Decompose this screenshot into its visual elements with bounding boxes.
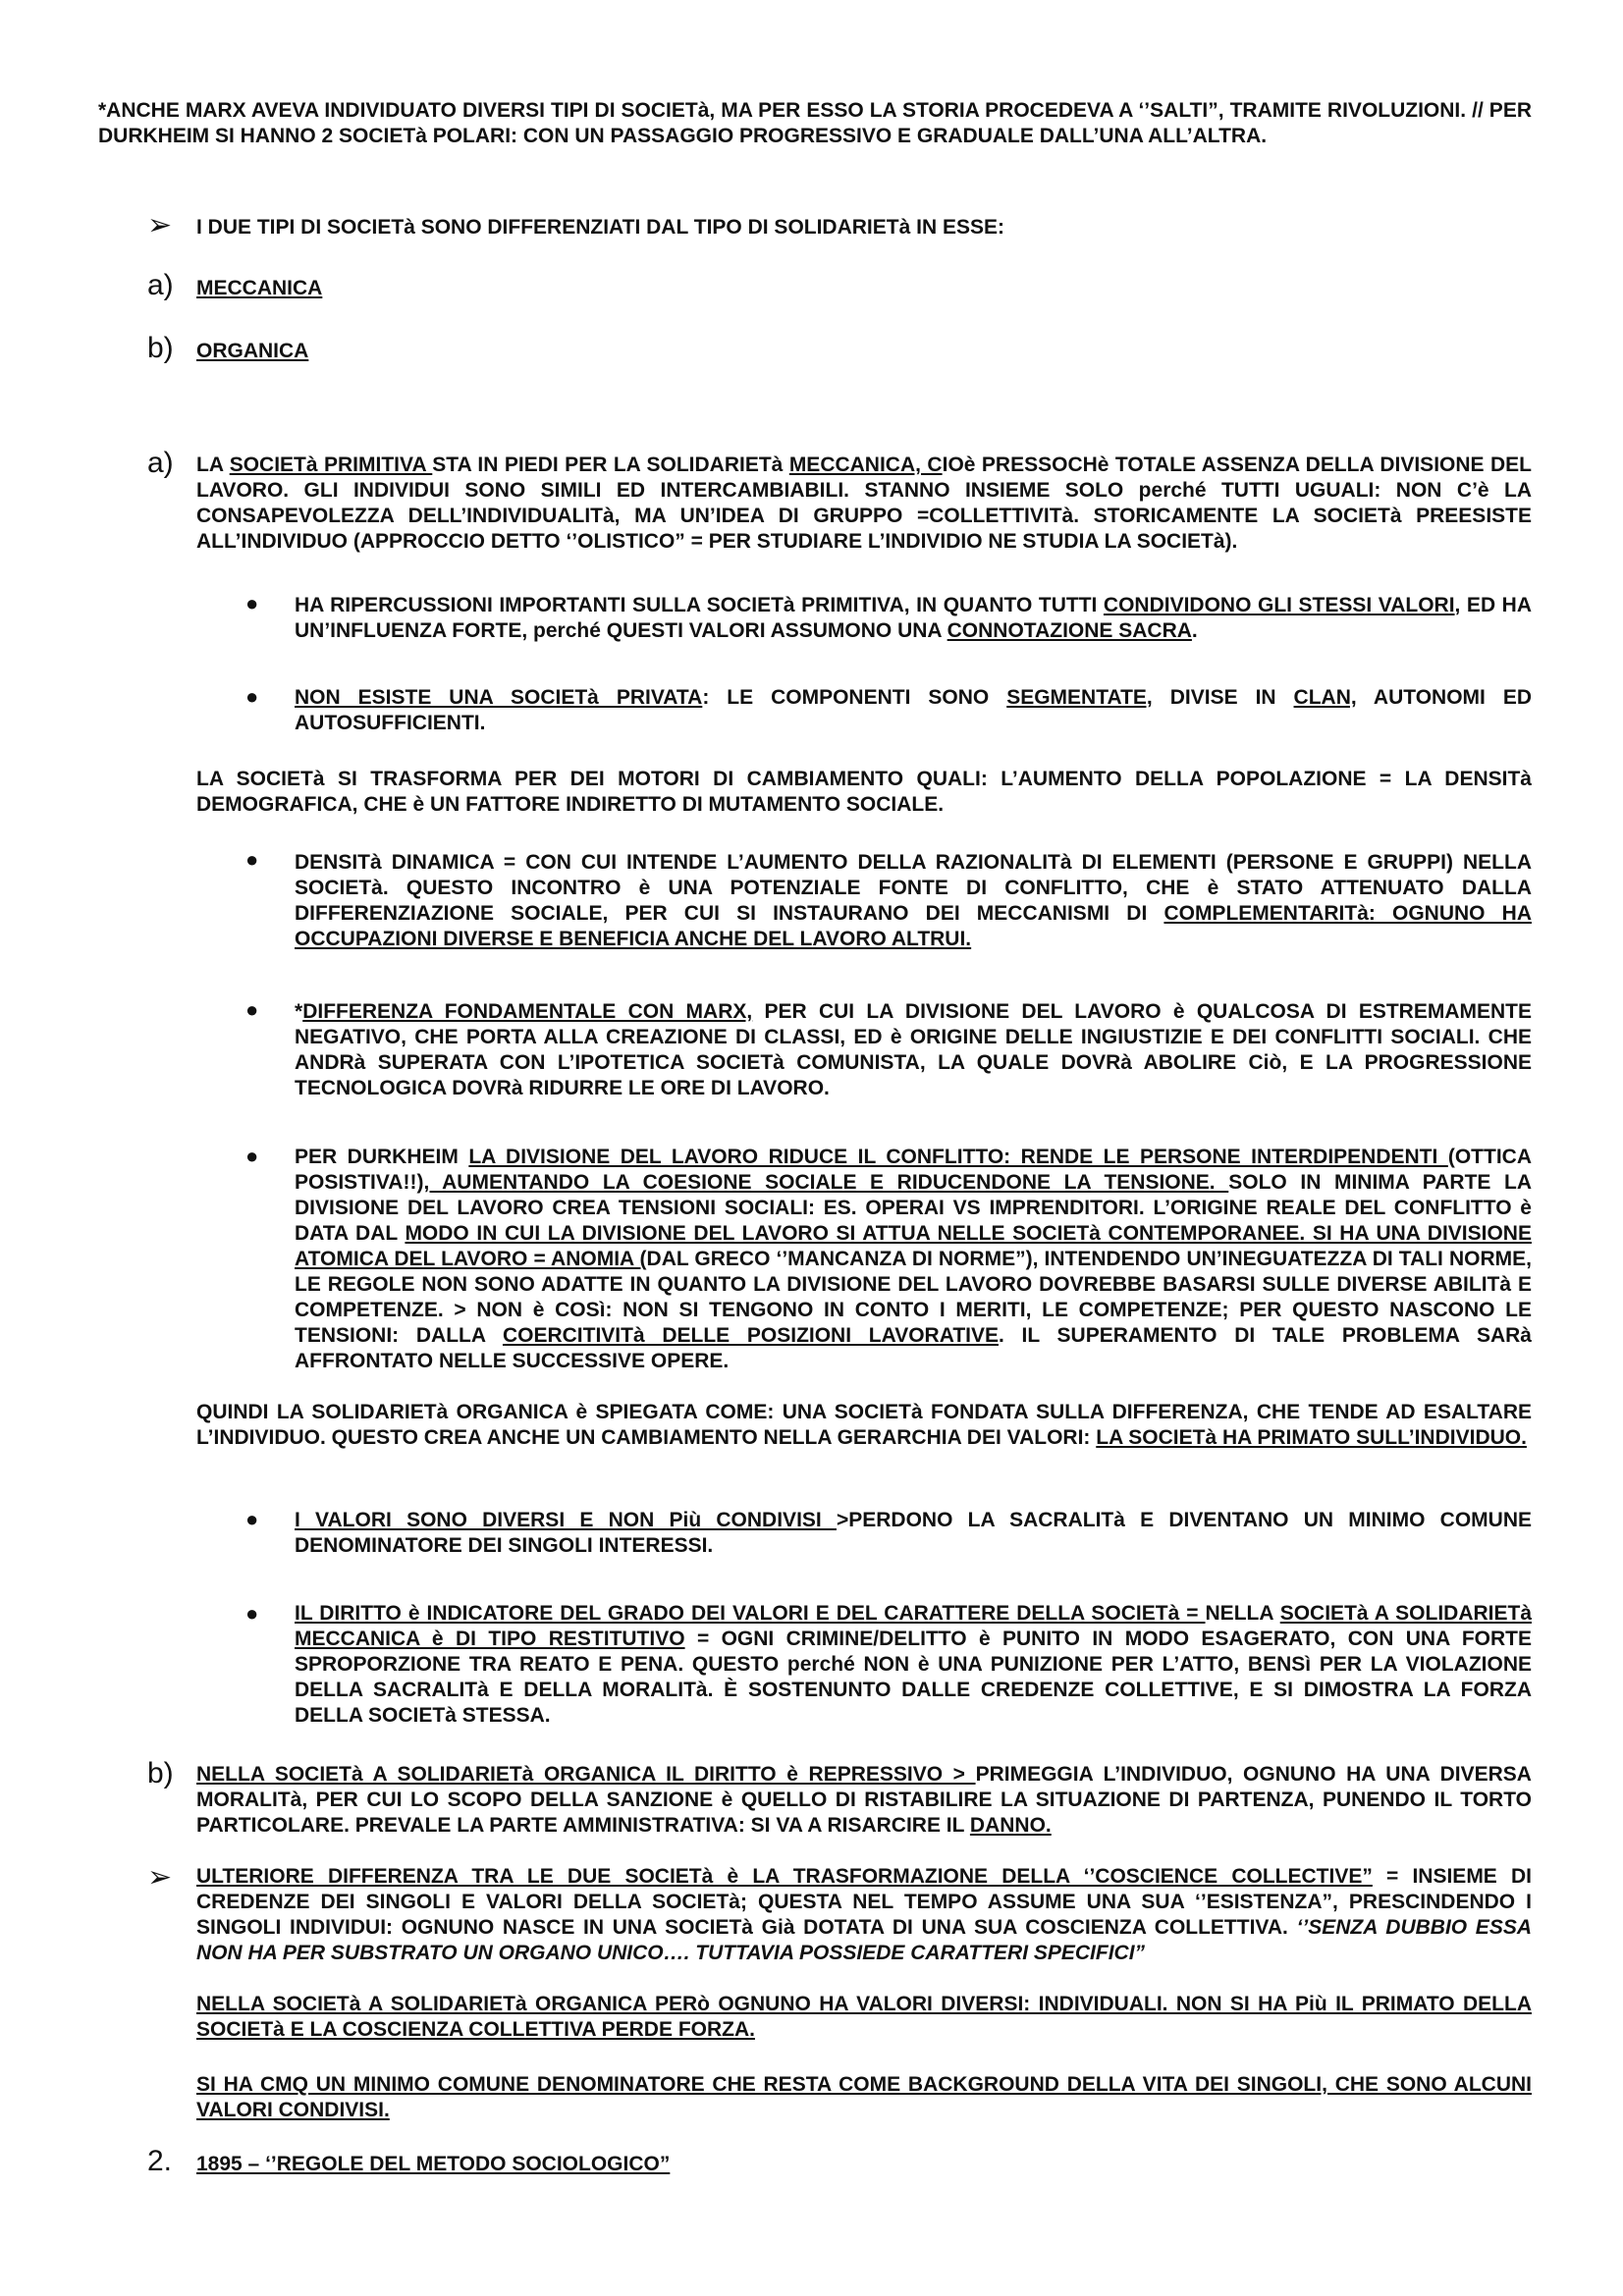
bullet-icon: ● <box>245 1601 259 1626</box>
text-run: SOLO IN MINIMA PARTE LA DIVISIONE DEL LAVORO CREA TENSIONI SOCIALI: ES. OPERAI VS IMPRENDITORI. L’ORIGINE REALE DEL CONFLITTO è DATA DAL <box>295 1171 1533 1245</box>
underlined-text: IL DIRITTO è INDICATORE DEL GRADO DEI VALORI E DEL CARATTERE DELLA SOCIETà = <box>295 1602 1206 1625</box>
heading-regole-metodo <box>196 2152 1532 2177</box>
underlined-text: DIFFERENZA FONDAMENTALE CON MARX, <box>302 1000 753 1023</box>
underlined-text: CONDIVIDONO GLI STESSI VALORI <box>1103 594 1455 616</box>
text-run: , ED HA UN’INFLUENZA FORTE, perché QUESTI VALORI ASSUMONO UNA <box>295 594 1532 642</box>
section-b-paragraph <box>196 1762 1532 1839</box>
section-a-paragraph <box>196 453 1532 555</box>
list-marker-b: b) <box>147 1757 174 1789</box>
text-run: . IL SUPERAMENTO DI TALE PROBLEMA SARà AFFRONTATO NELLE SUCCESSIVE OPERE. <box>295 1324 1532 1372</box>
underlined-text: 1895 – ‘’REGOLE DEL METODO SOCIOLOGICO” <box>196 2153 671 2175</box>
underlined-text: SOCIETà PRIMITIVA <box>229 454 433 476</box>
intro-paragraph <box>98 98 1532 149</box>
underlined-text: SI HA CMQ UN MINIMO COMUNE DENOMINATORE CHE RESTA COME BACKGROUND DELLA VITA DEI SINGOLI, CHE SONO ALCUNI VALORI CONDIVISI. <box>196 2073 1532 2121</box>
underlined-text: COMPLEMENTARITà: OGNUNO HA OCCUPAZIONI DIVERSE E BENEFICIA ANCHE DEL LAVORO ALTRUI. <box>295 902 1532 950</box>
type-a-label <box>196 276 1532 301</box>
underlined-text: MODO IN CUI LA DIVISIONE DEL LAVORO SI ATTUA NELLE SOCIETà CONTEMPORANEE. SI HA UNA DIVISIONE ATOMICA DEL LAVORO = ANOMIA ( <box>295 1222 1532 1270</box>
bullet-icon: ● <box>245 591 259 615</box>
underlined-text: LA DIVISIONE DEL LAVORO RIDUCE IL CONFLITTO: RENDE LE PERSONE INTERDIPENDENTI <box>468 1146 1448 1168</box>
underlined-text: DANNO. <box>969 1814 1052 1837</box>
text-run: STA IN PIEDI PER LA SOLIDARIETà <box>432 454 789 476</box>
bullet-no-private-society <box>295 685 1532 736</box>
text-run: I DUE TIPI DI SOCIETà SONO DIFFERENZIATI DAL TIPO DI SOLIDARIETà IN ESSE: <box>196 216 1004 239</box>
organic-solidarity-paragraph <box>196 1400 1532 1451</box>
text-run: *ANCHE MARX AVEVA INDIVIDUATO DIVERSI TIPI DI SOCIETà, MA PER ESSO LA STORIA PROCEDEVA A ‘’SALTI”, TRAMITE RIVOLUZIONI. // PER DURKHEIM SI HANNO 2 SOCIETà POLARI: CON UN PASSAGGIO PROGRESSIVO E GRADUALE DALL’UNA ALL’ALTRA. <box>98 99 1532 147</box>
text-run: LA <box>196 454 230 476</box>
arrow-bullet-icon: ➢ <box>147 209 173 241</box>
text-run: * <box>295 1000 303 1023</box>
underlined-text: MECCANICA <box>196 277 323 299</box>
text-run: PER CUI LA DIVISIONE DEL LAVORO è QUALCOSA DI ESTREMAMENTE NEGATIVO, CHE PORTA ALLA CREAZIONE DI CLASSI, ED è ORIGINE DELLE INGIUSTIZIE E DEI CONFLITTI SOCIALI. CHE ANDRà SUPERATA CON L’IPOTETICA SOCIETà COMUNISTA, LA QUALE DOVRà ABOLIRE Ciò, E LA PROGRESSIONE TECNOLOGICA DOVRà RIDURRE LE ORE DI LAVORO. <box>295 1000 1532 1099</box>
collective-conscience-paragraph <box>196 1864 1532 1966</box>
list-marker-b: b) <box>147 332 174 364</box>
bullet-icon: ● <box>245 1507 259 1531</box>
underlined-text: , AUMENTANDO LA COESIONE SOCIALE E RIDUCENDONE LA TENSIONE. <box>423 1171 1229 1194</box>
underlined-text: CLAN, <box>1293 686 1357 709</box>
text-run: = OGNI CRIMINE/DELITTO è PUNITO IN MODO ESAGERATO, CON UNA FORTE SPROPORZIONE TRA REATO E PENA. QUESTO perché NON è UNA PUNIZIONE PER L’ATTO, BENSì PER LA VIOLAZIONE DELLA SACRALITà E DELLA MORALITà. È SOSTENUNTO DALLE CREDENZE COLLETTIVE, E SI DIMOSTRA LA FORZA DELLA SOCIETà STESSA. <box>295 1628 1532 1727</box>
bullet-law-indicator <box>295 1601 1532 1729</box>
common-denominator-paragraph <box>196 2072 1532 2123</box>
bullet-durkheim-division <box>295 1145 1532 1374</box>
bullet-icon: ● <box>245 847 259 872</box>
underlined-text: NELLA SOCIETà A SOLIDARIETà ORGANICA PERò OGNUNO HA VALORI DIVERSI: INDIVIDUALI. NON SI HA Più IL PRIMATO DELLA SOCIETà E LA COSCIENZA COLLETTIVA PERDE FORZA. <box>196 1993 1532 2041</box>
text-run: NELLA <box>1205 1602 1280 1625</box>
underlined-text: ORGANICA <box>196 340 309 362</box>
text-run: QUINDI LA SOLIDARIETà ORGANICA è SPIEGATA COME: UNA SOCIETà FONDATA SULLA DIFFERENZA, CHE TENDE AD ESALTARE L’INDIVIDUO. QUESTO CREA ANCHE UN CAMBIAMENTO NELLA GERARCHIA DEI VALORI: <box>196 1401 1532 1449</box>
text-run: DENSITà DINAMICA = CON CUI INTENDE L’AUMENTO DELLA RAZIONALITà DI ELEMENTI (PERSONE E GRUPPI) NELLA SOCIETà. QUESTO INCONTRO è UNA POTENZIALE FONTE DI CONFLITTO, CHE è STATO ATTENUATO DALLA DIFFERENZIAZIONE SOCIALE, PER CUI SI INSTAURANO DEI MECCANISMI DI <box>295 851 1532 925</box>
organic-individual-values-paragraph <box>196 1992 1532 2043</box>
underlined-text: SEGMENTATE, <box>1006 686 1153 709</box>
bullet-dynamic-density <box>295 850 1532 952</box>
bullet-marx-difference <box>295 999 1532 1101</box>
bullet-values-not-shared <box>295 1508 1532 1559</box>
underlined-text: LA SOCIETà HA PRIMATO SULL’INDIVIDUO. <box>1096 1426 1527 1449</box>
bullet-icon: ● <box>245 997 259 1022</box>
underlined-text: ULTERIORE DIFFERENZA TRA LE DUE SOCIETà è LA TRASFORMAZIONE DELLA ‘’COSCIENCE COLLECTIVE” <box>196 1865 1373 1888</box>
text-run: DIVISE IN <box>1152 686 1294 709</box>
text-run: >PERDONO LA SACRALITà E DIVENTANO UN MINIMO COMUNE DENOMINATORE DEI SINGOLI INTERESSI. <box>295 1509 1532 1557</box>
list-marker-a: a) <box>147 269 174 301</box>
types-intro <box>196 215 1532 240</box>
text-run: (OTTICA POSISTIVA!!) <box>295 1146 1532 1194</box>
text-run: DAL GRECO ‘’MANCANZA DI NORME”), INTENDENDO UN’INEGUATEZZA DI TALI NORME, LE REGOLE NON SONO ADATTE IN QUANTO LA DIVISIONE DEL LAVORO DOVREBBE BASARSI SULLE DIVERSE ABILITà E COMPETENZE. > NON è COSì: NON SI TENGONO IN CONTO I MERITI, LE COMPETENZE; PER QUESTO NASCONO LE TENSIONI: DALLA <box>295 1248 1532 1347</box>
text-run: HA RIPERCUSSIONI IMPORTANTI SULLA SOCIETà PRIMITIVA, IN QUANTO TUTTI <box>295 594 1104 616</box>
type-b-label <box>196 339 1532 364</box>
text-run: PER DURKHEIM <box>295 1146 469 1168</box>
text-run: = INSIEME DI CREDENZE DEI SINGOLI E VALORI DELLA SOCIETà; QUESTA NEL TEMPO ASSUME UNA SUA ‘’ESISTENZA”, PRESCINDENDO I SINGOLI INDIVIDUI: OGNUNO NASCE IN UNA SOCIETà Già DOTATA DI UNA SUA COSCIENZA COLLETTIVA. <box>196 1865 1532 1939</box>
text-run: : LE COMPONENTI SONO <box>702 686 1007 709</box>
text-run: AUTONOMI ED AUTOSUFFICIENTI. <box>295 686 1532 734</box>
text-run: IOè PRESSOCHè TOTALE ASSENZA DELLA DIVISIONE DEL LAVORO. GLI INDIVIDUI SONO SIMILI ED INTERCAMBIABILI. STANNO INSIEME SOLO perché TUTTI UGUALI: NON C’è LA CONSAPEVOLEZZA DELL’INDIVIDUALITà, MA UN’IDEA DI GRUPPO =COLLETTIVITà. STORICAMENTE LA SOCIETà PREESISTE ALL’INDIVIDUO (APPROCCIO DETTO ‘’OLISTICO” = PER STUDIARE L’INDIVIDIO NE STUDIA LA SOCIETà). <box>196 454 1532 553</box>
text-run: LA SOCIETà SI TRASFORMA PER DEI MOTORI DI CAMBIAMENTO QUALI: L’AUMENTO DELLA POPOLAZIONE = LA DENSITà DEMOGRAFICA, CHE è UN FATTORE INDIRETTO DI MUTAMENTO SOCIALE. <box>196 768 1532 816</box>
underlined-text: MECCANICA, C <box>788 454 943 476</box>
list-marker-a: a) <box>147 447 174 479</box>
text-run: PRIMEGGIA L’INDIVIDUO, OGNUNO HA UNA DIVERSA MORALITà, PER CUI LO SCOPO DELLA SANZIONE è QUELLO DI RISTABILIRE LA SITUAZIONE DI PARTENZA, PUNENDO IL TORTO PARTICOLARE. PREVALE LA PARTE AMMINISTRATIVA: SI VA A RISARCIRE IL <box>196 1763 1532 1837</box>
transformation-paragraph <box>196 767 1532 818</box>
underlined-text: CONNOTAZIONE SACRA <box>947 619 1192 642</box>
bullet-icon: ● <box>245 1144 259 1168</box>
italic-quote: ‘’SENZA DUBBIO ESSA NON HA PER SUBSTRATO UN ORGANO UNICO…. TUTTAVIA POSSIEDE CARATTERI SPECIFICI” <box>196 1916 1532 1964</box>
bullet-icon: ● <box>245 684 259 709</box>
text-run: . <box>1191 619 1198 642</box>
list-marker-2: 2. <box>147 2145 173 2177</box>
underlined-text: NON ESISTE UNA SOCIETà PRIVATA <box>295 686 703 709</box>
arrow-bullet-icon: ➢ <box>147 1861 173 1894</box>
underlined-text: NELLA SOCIETà A SOLIDARIETà ORGANICA IL DIRITTO è REPRESSIVO > <box>196 1763 976 1786</box>
underlined-text: SOCIETà A SOLIDARIETà MECCANICA è DI TIPO RESTITUTIVO <box>295 1602 1532 1650</box>
bullet-shared-values <box>295 593 1532 644</box>
underlined-text: I VALORI SONO DIVERSI E NON Più CONDIVISI <box>295 1509 837 1531</box>
underlined-text: COERCITIVITà DELLE POSIZIONI LAVORATIVE <box>502 1324 999 1347</box>
